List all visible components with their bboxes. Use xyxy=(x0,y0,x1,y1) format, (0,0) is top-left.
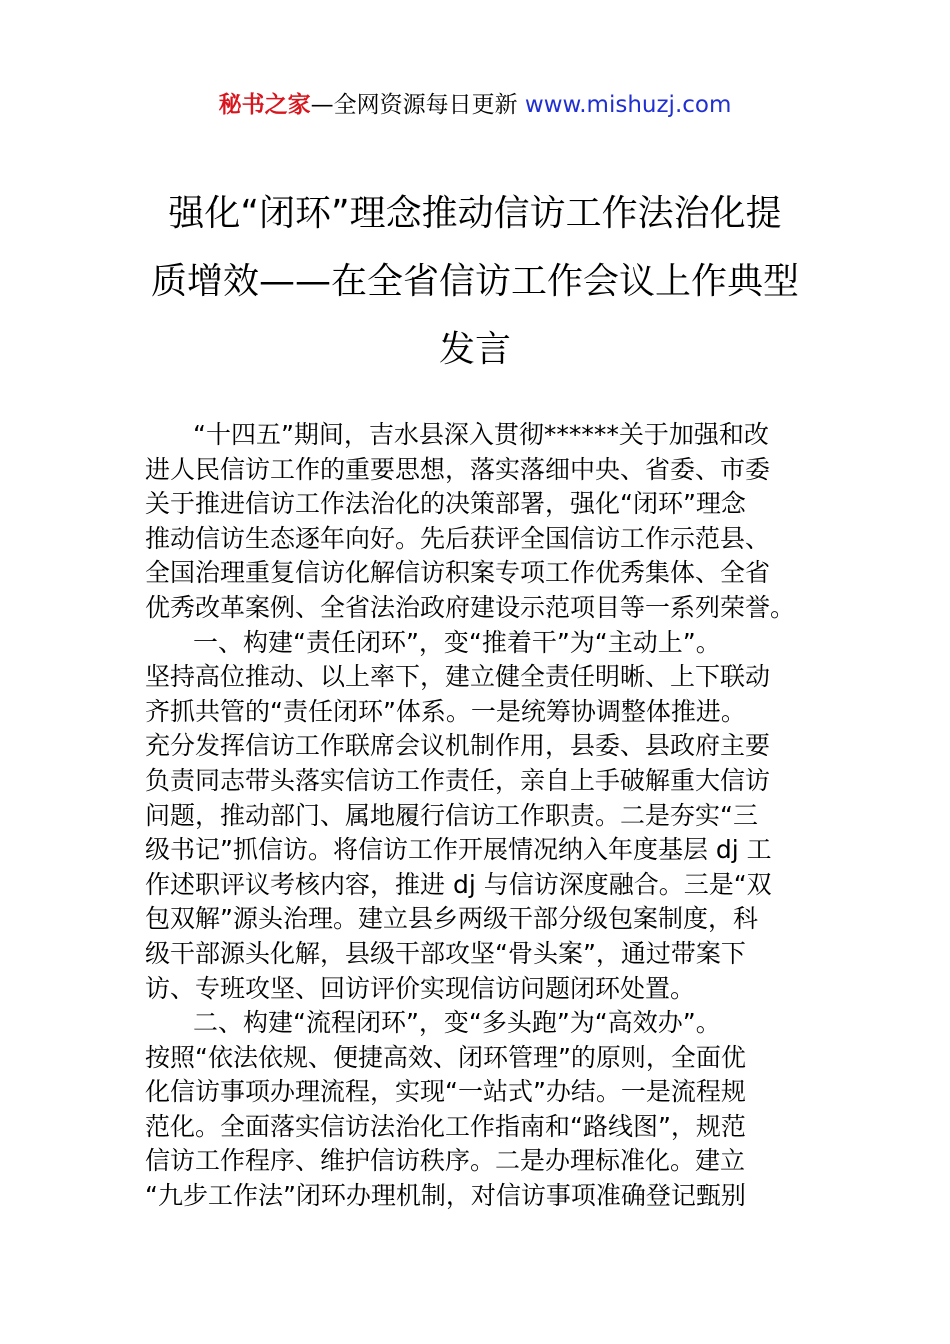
site-header xyxy=(0,88,950,122)
paragraph-line: 级干部源头化解，县级干部攻坚“骨头案”，通过带案下 xyxy=(145,938,746,968)
paragraph-line: 按照“依法依规、便捷高效、闭环管理”的原则，全面优 xyxy=(145,1042,746,1072)
site-tagline: —全网资源每日更新 xyxy=(310,92,525,118)
paragraph-line: 包双解”源头治理。建立县乡两级干部分级包案制度，科 xyxy=(145,904,758,934)
paragraph-line: 推动信访生态逐年向好。先后获评全国信访工作示范县、 xyxy=(145,523,771,553)
paragraph-line: 进人民信访工作的重要思想，落实落细中央、省委、市委 xyxy=(145,454,771,484)
paragraph-line: 坚持高位推动、以上率下，建立健全责任明晰、上下联动 xyxy=(145,662,771,692)
paragraph-line: 级书记”抓信访。将信访工作开展情况纳入年度基层 dj 工 xyxy=(145,835,772,865)
paragraph-line: 访、专班攻坚、回访评价实现信访问题闭环处置。 xyxy=(145,973,696,1003)
site-url-link[interactable]: www.mishuzj.com xyxy=(524,92,732,118)
paragraph-line: 充分发挥信访工作联席会议机制作用，县委、县政府主要 xyxy=(145,731,771,761)
document-title xyxy=(150,180,800,384)
paragraph-line: 优秀改革案例、全省法治政府建设示范项目等一系列荣誉。 xyxy=(145,592,796,622)
title-line: 强化“闭环”理念推动信访工作法治化提 xyxy=(168,193,782,234)
section-heading-line: 一、构建“责任闭环”，变“推着干”为“主动上”。 xyxy=(193,627,721,657)
paragraph-line: 范化。全面落实信访法治化工作指南和“路线图”，规范 xyxy=(145,1111,746,1141)
paragraph-line: 全国治理重复信访化解信访积案专项工作优秀集体、全省 xyxy=(145,558,771,588)
paragraph-line: 信访工作程序、维护信访秩序。二是办理标准化。建立 xyxy=(145,1146,746,1176)
paragraph-line: 关于推进信访工作法治化的决策部署，强化“闭环”理念 xyxy=(145,489,746,519)
paragraph-line: 负责同志带头落实信访工作责任，亲自上手破解重大信访 xyxy=(145,765,771,795)
paragraph-line: “九步工作法”闭环办理机制，对信访事项准确登记甄别 xyxy=(145,1181,746,1211)
title-line: 质增效——在全省信访工作会议上作典型 xyxy=(150,261,799,302)
site-brand: 秘书之家 xyxy=(218,92,311,118)
paragraph-line: 齐抓共管的“责任闭环”体系。一是统筹协调整体推进。 xyxy=(145,696,746,726)
paragraph-line: “十四五”期间，吉水县深入贯彻******关于加强和改 xyxy=(193,420,769,449)
paragraph-line: 作述职评议考核内容，推进 dj 与信访深度融合。三是“双 xyxy=(145,869,772,899)
paragraph-line: 问题，推动部门、属地履行信访工作职责。二是夯实“三 xyxy=(145,800,758,830)
paragraph-line: 化信访事项办理流程，实现“一站式”办结。一是流程规 xyxy=(145,1077,746,1107)
document-body xyxy=(145,418,810,1214)
title-line: 发言 xyxy=(438,329,511,370)
section-heading-line: 二、构建“流程闭环”，变“多头跑”为“高效办”。 xyxy=(193,1008,721,1038)
